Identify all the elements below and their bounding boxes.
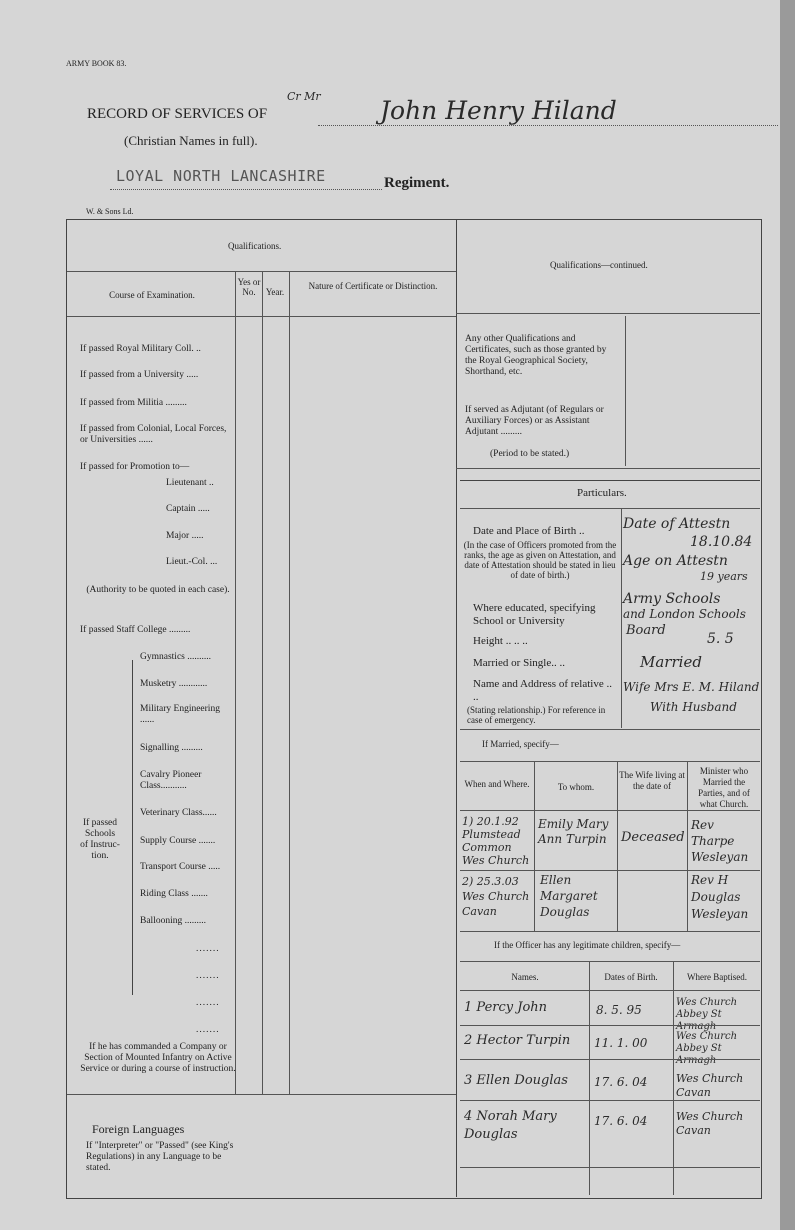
col-divider (289, 272, 290, 1094)
row-cavalry: Cavalry Pioneer Class........... (140, 770, 202, 791)
child-1-dob: 8. 5. 95 (596, 1003, 642, 1017)
row-staff-college: If passed Staff College ......... (80, 625, 191, 635)
name-line (318, 125, 778, 126)
row-lieutcol: Lieut.-Col. ... (166, 557, 218, 567)
row-rmc: If passed Royal Military Coll. .. (80, 344, 201, 354)
row-promotion: If passed for Promotion to— (80, 462, 190, 472)
regiment-stamp: LOYAL NORTH LANCASHIRE (116, 167, 326, 185)
col-divider (262, 272, 263, 1094)
christian-names-note: (Christian Names in full). (124, 133, 258, 148)
foreign-languages: Foreign Languages (92, 1122, 185, 1136)
officer-name-hand: John Henry Hiland (380, 96, 617, 125)
dob-hand-3: Age on Attestn (623, 553, 728, 569)
row-militia: If passed from Militia ......... (80, 398, 187, 408)
child-1-name: 1 Percy John (464, 1000, 548, 1015)
col-course: Course of Examination. (109, 290, 195, 300)
row-authority: (Authority to be quoted in each case). (86, 585, 230, 595)
regiment-line (110, 189, 382, 190)
relative-note: (Stating relationship.) For reference in case of emergency. (467, 705, 606, 725)
marriage-1-when: 1) 20.1.92 Plumstead Common Wes Church (462, 815, 530, 867)
rule (460, 931, 760, 932)
row-gymnastics: Gymnastics .......... (140, 652, 211, 662)
col-yes-no: Yes or No. (237, 277, 261, 297)
height-hand: 5. 5 (707, 631, 734, 647)
rule (460, 761, 760, 762)
rule (67, 1094, 456, 1095)
col-year: Year. (265, 287, 285, 297)
row-blank: ....... (196, 944, 220, 954)
relative-hand-2: With Husband (650, 700, 737, 714)
rule (460, 1100, 760, 1101)
dob-hand-1: Date of Attestn (623, 516, 731, 532)
rule (460, 480, 760, 481)
dob-hand-4: 19 years (700, 570, 748, 583)
child-2-dob: 11. 1. 00 (594, 1036, 648, 1050)
if-married-title: If Married, specify— (482, 739, 559, 749)
row-commanded: If he has commanded a Company or Section of Mounted Infantry on Active Service or during a course of instruction. (80, 1042, 236, 1074)
married-label: Married or Single.. .. (473, 657, 565, 669)
education-label: Where educated, specifying School or University (473, 602, 596, 627)
regiment-label: Regiment. (384, 175, 450, 191)
education-hand-1: Army Schools (623, 591, 721, 607)
row-transport: Transport Course ..... (140, 862, 221, 872)
education-hand-3: Board (626, 623, 666, 638)
col-divider (621, 508, 622, 728)
row-captain: Captain ..... (166, 504, 210, 514)
child-3-name: 3 Ellen Douglas (464, 1073, 568, 1088)
row-ballooning: Ballooning ......... (140, 916, 206, 926)
col-divider (673, 961, 674, 1195)
col-divider (687, 761, 688, 931)
height-label: Height .. .. .. (473, 635, 528, 647)
rule (460, 1059, 760, 1060)
interpreter-note: If "Interpreter" or "Passed" (see King's Regulations) in any Language to be stated. (86, 1141, 234, 1173)
marriage-1-living: Deceased (621, 830, 685, 845)
rule (460, 1167, 760, 1168)
dob-hand-2: 18.10.84 (690, 534, 753, 550)
child-4-where: Wes Church Cavan (676, 1110, 744, 1137)
record-prefix-hand: Cr Mr (287, 90, 321, 103)
marriage-2-when: 2) 25.3.03 Wes Church Cavan (462, 875, 530, 918)
m-col-minister: Minister who Married the Parties, and of what Church. (698, 766, 750, 809)
dob-note: (In the case of Officers promoted from the ranks, the age as given on Attestation, and date of Attestation should be stated in lieu of date of birth.) (463, 540, 617, 580)
m-col-whom: To whom. (557, 782, 595, 792)
army-book-label: ARMY BOOK 83. (66, 59, 127, 68)
relative-label: Name and Address of relative .. .. (473, 678, 612, 703)
center-divider (456, 219, 457, 1197)
row-blank: ....... (196, 1025, 220, 1035)
particulars-title: Particulars. (577, 487, 627, 499)
page-edge (780, 0, 795, 1230)
rule (460, 729, 760, 730)
row-veterinary: Veterinary Class...... (140, 808, 217, 818)
rule (456, 468, 760, 469)
dob-label: Date and Place of Birth .. (473, 525, 585, 537)
c-col-names: Names. (511, 972, 539, 982)
marriage-2-minister: Rev H Douglas Wesleyan (691, 873, 749, 921)
col-divider (589, 961, 590, 1195)
relative-hand-1: Wife Mrs E. M. Hiland (623, 680, 760, 694)
period-note: (Period to be stated.) (490, 449, 570, 459)
child-1-where: Wes Church Abbey St Armagh (676, 997, 738, 1032)
col-divider (235, 272, 236, 1094)
children-title: If the Officer has any legitimate children, specify— (494, 940, 681, 950)
m-col-when: When and Where. (464, 779, 530, 789)
row-major: Major ..... (166, 531, 204, 541)
schools-bracket (132, 660, 133, 995)
printer-mark: W. & Sons Ld. (86, 207, 134, 216)
row-military-engineering: Military Engineering ...... (140, 704, 220, 725)
marriage-1-minister: Rev Tharpe Wesleyan (691, 818, 749, 864)
row-colonial: If passed from Colonial, Local Forces, or Universities ...... (80, 424, 227, 445)
rule (460, 508, 760, 509)
child-2-where: Wes Church Abbey St Armagh (676, 1031, 738, 1066)
rule (460, 810, 760, 811)
rule (460, 870, 760, 871)
qualifications-title: Qualifications. (228, 241, 282, 251)
row-blank: ....... (196, 998, 220, 1008)
child-2-name: 2 Hector Turpin (464, 1033, 571, 1048)
child-4-name: 4 Norah Mary Douglas (464, 1109, 557, 1142)
child-3-dob: 17. 6. 04 (594, 1075, 648, 1089)
row-blank: ....... (196, 971, 220, 981)
col-divider (534, 761, 535, 931)
m-col-living: The Wife living at the date of (619, 770, 685, 791)
row-signalling: Signalling ......... (140, 743, 203, 753)
row-musketry: Musketry ............ (140, 679, 208, 689)
col-divider (625, 316, 626, 466)
adjutant: If served as Adjutant (of Regulars or Auxiliary Forces) or as Assistant Adjutant ......... (465, 405, 604, 437)
row-lieutenant: Lieutenant .. (166, 478, 214, 488)
record-label: RECORD OF SERVICES OF (87, 106, 268, 122)
education-hand-2: and London Schools (623, 607, 746, 621)
child-3-where: Wes Church Cavan (676, 1072, 744, 1099)
row-university: If passed from a University ..... (80, 370, 199, 380)
other-qualifications: Any other Qualifications and Certificates, such as those granted by the Royal Geographical Society, Shorthand, etc. (465, 334, 607, 377)
married-hand: Married (640, 653, 702, 671)
rule (460, 1025, 760, 1026)
row-riding: Riding Class ....... (140, 889, 208, 899)
rule (460, 990, 760, 991)
rule (456, 313, 760, 314)
c-col-baptised: Where Baptised. (687, 972, 747, 982)
rule (460, 961, 760, 962)
c-col-dob: Dates of Birth. (604, 972, 658, 982)
child-4-dob: 17. 6. 04 (594, 1114, 648, 1128)
col-nature: Nature of Certificate or Distinction. (308, 281, 438, 291)
row-supply: Supply Course ....... (140, 836, 216, 846)
qual-continued-title: Qualifications—continued. (550, 260, 648, 270)
row-schools: If passed Schools of Instruc-tion. (80, 818, 120, 861)
marriage-1-whom: Emily Mary Ann Turpin (538, 817, 609, 846)
marriage-2-whom: Ellen Margaret Douglas (540, 873, 598, 919)
